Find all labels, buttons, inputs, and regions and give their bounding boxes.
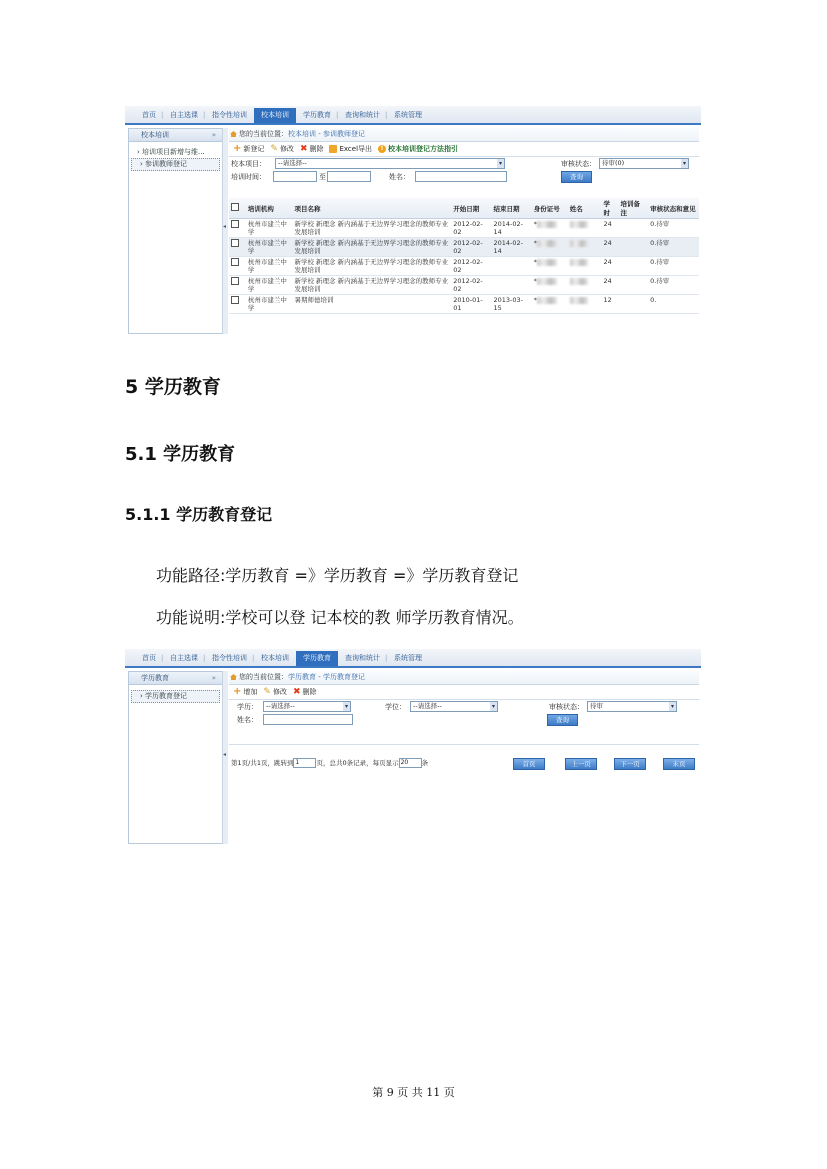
- cell-status: 0.待审: [648, 219, 699, 238]
- delete-icon: ✖: [292, 687, 301, 697]
- breadcrumb: [229, 128, 699, 142]
- row-checkbox[interactable]: [231, 277, 239, 285]
- table-row[interactable]: [229, 276, 699, 295]
- cell-id: *: [532, 219, 568, 238]
- col-id[interactable]: 身份证号: [532, 198, 568, 219]
- table-row[interactable]: [229, 219, 699, 238]
- cell-status: 0.待审: [648, 257, 699, 276]
- project-select[interactable]: --请选择-- ▾: [275, 158, 505, 169]
- breadcrumb: [229, 671, 699, 685]
- pagination-info: 第1页/共1页，跳转到 1 页，总共0条记录，每页显示 20 条: [231, 759, 429, 767]
- pencil-icon: ✎: [263, 687, 271, 697]
- cell-remark: [618, 257, 648, 276]
- cell-start: 2012-02-02: [451, 238, 491, 257]
- excel-export-button[interactable]: Excel导出: [329, 144, 372, 154]
- panel-splitter[interactable]: [222, 128, 228, 334]
- nav-tab[interactable]: | 系统管理: [387, 108, 429, 123]
- nav-tab[interactable]: | 指令性培训: [205, 108, 254, 123]
- col-name[interactable]: 姓名: [568, 198, 602, 219]
- nav-tab[interactable]: | 校本培训: [254, 651, 296, 666]
- cell-remark: [618, 219, 648, 238]
- next-page-button[interactable]: 下一页: [614, 758, 646, 770]
- first-page-button[interactable]: 首页: [513, 758, 545, 770]
- cell-hours: 24: [602, 276, 619, 295]
- nav-tab[interactable]: 校本培训: [254, 108, 296, 123]
- col-status[interactable]: 审核状态和意见: [648, 198, 699, 219]
- cell-end: 2013-03-15: [491, 295, 531, 314]
- col-start[interactable]: 开始日期: [451, 198, 491, 219]
- redacted-id: [537, 259, 557, 266]
- cell-id: *: [532, 238, 568, 257]
- edit-button[interactable]: ✎ 修改: [263, 687, 287, 697]
- cell-remark: [618, 276, 648, 295]
- filter-row-1: [229, 700, 699, 713]
- row-checkbox[interactable]: [231, 239, 239, 247]
- education-select[interactable]: --请选择-- ▾: [263, 701, 351, 712]
- delete-button[interactable]: ✖ 删除: [292, 687, 317, 697]
- cell-project: 暑期师德培训: [292, 295, 451, 314]
- row-checkbox[interactable]: [231, 258, 239, 266]
- redacted-name: [570, 278, 588, 285]
- sidebar-item-teacher-register[interactable]: › 参训教师登记: [131, 158, 220, 171]
- status-select[interactable]: 待审 ▾: [587, 701, 677, 712]
- breadcrumb-path[interactable]: 学历教育 - 学历教育登记: [288, 673, 365, 681]
- sidebar-item-education-register[interactable]: › 学历教育登记: [131, 690, 220, 703]
- cell-remark: [618, 295, 648, 314]
- cell-project: 新学校 新理念 新内涵基于无边界学习理念的教师专业发展培训: [292, 276, 451, 295]
- nav-tab[interactable]: 学历教育: [296, 651, 338, 666]
- home-icon: [230, 131, 237, 137]
- start-date-input[interactable]: [273, 171, 317, 182]
- redacted-name: [570, 240, 588, 247]
- left-panel-header[interactable]: [129, 129, 222, 142]
- cell-remark: [618, 238, 648, 257]
- status-select[interactable]: 待审(0) ▾: [599, 158, 689, 169]
- last-page-button[interactable]: 末页: [663, 758, 695, 770]
- page-size-input[interactable]: 20: [399, 758, 422, 768]
- row-checkbox[interactable]: [231, 296, 239, 304]
- toolbar: [229, 685, 699, 700]
- cell-start: 2012-02-02: [451, 276, 491, 295]
- cell-hours: 24: [602, 219, 619, 238]
- collapse-icon[interactable]: »: [211, 131, 216, 139]
- page-jump-input[interactable]: 1: [293, 758, 316, 768]
- table-row[interactable]: [229, 257, 699, 276]
- main-panel: [229, 671, 699, 844]
- query-button[interactable]: 查询: [561, 171, 592, 183]
- query-button[interactable]: 查询: [547, 714, 578, 726]
- name-input[interactable]: [415, 171, 507, 182]
- cell-project: 新学校 新理念 新内涵基于无边界学习理念的教师专业发展培训: [292, 257, 451, 276]
- status-label: 审核状态：: [549, 702, 584, 711]
- redacted-id: [537, 278, 557, 285]
- col-project[interactable]: 项目名称: [292, 198, 451, 219]
- arrow-left-icon: ◂: [223, 222, 227, 230]
- redacted-name: [570, 297, 588, 304]
- col-end[interactable]: 结束日期: [491, 198, 531, 219]
- cell-name: [568, 257, 602, 276]
- row-checkbox[interactable]: [231, 220, 239, 228]
- col-hours[interactable]: 学时: [602, 198, 619, 219]
- redacted-name: [570, 221, 588, 228]
- heading-3: 5.1.1 学历教育登记: [125, 505, 273, 524]
- cell-id: *: [532, 257, 568, 276]
- cell-name: [568, 276, 602, 295]
- table-header-row: [229, 198, 699, 219]
- nav-tab[interactable]: | 指令性培训: [205, 651, 254, 666]
- filter-row-2: [229, 170, 699, 183]
- col-org[interactable]: 培训机构: [246, 198, 293, 219]
- plus-icon: +: [233, 686, 242, 697]
- top-nav: [125, 106, 701, 125]
- cell-hours: 24: [602, 257, 619, 276]
- cell-end: 2014-02-14: [491, 238, 531, 257]
- cell-status: 0.待审: [648, 238, 699, 257]
- col-remark[interactable]: 培训备注: [618, 198, 648, 219]
- left-panel: [128, 128, 223, 334]
- cell-start: 2012-02-02: [451, 257, 491, 276]
- left-panel-header[interactable]: [129, 672, 222, 685]
- cell-hours: 24: [602, 238, 619, 257]
- cell-start: 2012-02-02: [451, 219, 491, 238]
- cell-status: 0.待审: [648, 276, 699, 295]
- pencil-icon: ✎: [270, 144, 278, 154]
- nav-tab[interactable]: 首页: [142, 654, 156, 662]
- excel-icon: [329, 145, 337, 153]
- add-button[interactable]: + 新登记: [233, 143, 265, 154]
- function-description-text: 功能说明:学校可以登 记本校的教 师学历教育情况。: [156, 608, 524, 627]
- table-row[interactable]: [229, 295, 699, 314]
- plus-icon: +: [233, 143, 242, 154]
- time-label: 培训时间：: [231, 172, 266, 181]
- cell-start: 2010-01-01: [451, 295, 491, 314]
- heading-2: 5.1 学历教育: [125, 444, 236, 465]
- divider: [229, 744, 699, 745]
- add-button[interactable]: + 增加: [233, 686, 258, 697]
- nav-tab[interactable]: 查询和统计: [345, 654, 380, 662]
- date-to-label: 至: [319, 172, 326, 181]
- select-all-checkbox[interactable]: [231, 203, 239, 211]
- screenshot-school-training: [125, 106, 701, 334]
- cell-status: 0.: [648, 295, 699, 314]
- breadcrumb-prefix: 您的当前位置：: [239, 130, 288, 138]
- cell-id: *: [532, 295, 568, 314]
- nav-tab[interactable]: | 系统管理: [387, 651, 429, 666]
- project-label: 校本项目：: [231, 159, 266, 168]
- name-input[interactable]: [263, 714, 353, 725]
- nav-tab[interactable]: | 自主选课: [163, 651, 205, 666]
- left-panel: [128, 671, 223, 844]
- cell-end: 2014-02-14: [491, 219, 531, 238]
- function-path-text: 功能路径:学历教育 =》学历教育 =》学历教育登记: [156, 566, 519, 585]
- collapse-icon[interactable]: »: [211, 674, 216, 682]
- breadcrumb-prefix: 您的当前位置：: [239, 673, 288, 681]
- cell-project: 新学校 新理念 新内涵基于无边界学习理念的教师专业发展培训: [292, 238, 451, 257]
- training-table: [229, 198, 699, 314]
- cell-org: 杭州市建兰中学: [246, 257, 293, 276]
- cell-org: 杭州市建兰中学: [246, 295, 293, 314]
- cell-name: [568, 295, 602, 314]
- left-panel-title: 校本培训: [141, 131, 169, 139]
- panel-splitter[interactable]: [222, 671, 228, 844]
- nav-tab[interactable]: 首页: [142, 111, 156, 119]
- top-nav: [125, 649, 701, 668]
- prev-page-button[interactable]: 上一页: [565, 758, 597, 770]
- cell-name: [568, 219, 602, 238]
- redacted-name: [570, 259, 588, 266]
- cell-name: [568, 238, 602, 257]
- arrow-left-icon: ◂: [223, 750, 227, 758]
- name-label: 姓名：: [389, 172, 410, 181]
- screenshot-education-register: [125, 649, 701, 844]
- page-footer: 第 9 页 共 11 页: [372, 1086, 455, 1099]
- cell-end: [491, 276, 531, 295]
- nav-tab[interactable]: | 查询和统计: [338, 108, 387, 123]
- table-row[interactable]: [229, 238, 699, 257]
- end-date-input[interactable]: [327, 171, 371, 182]
- toolbar: [229, 142, 699, 157]
- main-panel: [229, 128, 699, 334]
- left-panel-title: 学历教育: [141, 674, 169, 682]
- name-label: 姓名：: [237, 715, 258, 724]
- redacted-id: [537, 221, 557, 228]
- status-label: 审核状态：: [561, 159, 596, 168]
- help-icon: !: [378, 145, 386, 153]
- education-label: 学历：: [237, 702, 258, 711]
- cell-org: 杭州市建兰中学: [246, 276, 293, 295]
- filter-row-1: [229, 157, 699, 170]
- cell-id: *: [532, 276, 568, 295]
- cell-hours: 12: [602, 295, 619, 314]
- delete-button[interactable]: ✖ 删除: [299, 144, 324, 154]
- delete-icon: ✖: [299, 144, 308, 154]
- redacted-id: [537, 297, 557, 304]
- nav-tab[interactable]: | 自主选课: [163, 108, 205, 123]
- redacted-id: [537, 240, 557, 247]
- cell-end: [491, 257, 531, 276]
- sidebar-item-project-maintain[interactable]: › 培训项目新增与维...: [137, 148, 205, 156]
- home-icon: [230, 674, 237, 680]
- cell-org: 杭州市建兰中学: [246, 219, 293, 238]
- guide-link[interactable]: ! 校本培训登记方法指引: [378, 144, 458, 154]
- edit-button[interactable]: ✎ 修改: [270, 144, 294, 154]
- breadcrumb-path[interactable]: 校本培训 - 参训教师登记: [288, 130, 365, 138]
- cell-org: 杭州市建兰中学: [246, 238, 293, 257]
- degree-label: 学位：: [385, 702, 406, 711]
- degree-select[interactable]: --请选择-- ▾: [410, 701, 498, 712]
- nav-tab[interactable]: 学历教育: [303, 111, 331, 119]
- heading-1: 5 学历教育: [125, 376, 221, 398]
- filter-row-2: [229, 713, 699, 726]
- cell-project: 新学校 新理念 新内涵基于无边界学习理念的教师专业发展培训: [292, 219, 451, 238]
